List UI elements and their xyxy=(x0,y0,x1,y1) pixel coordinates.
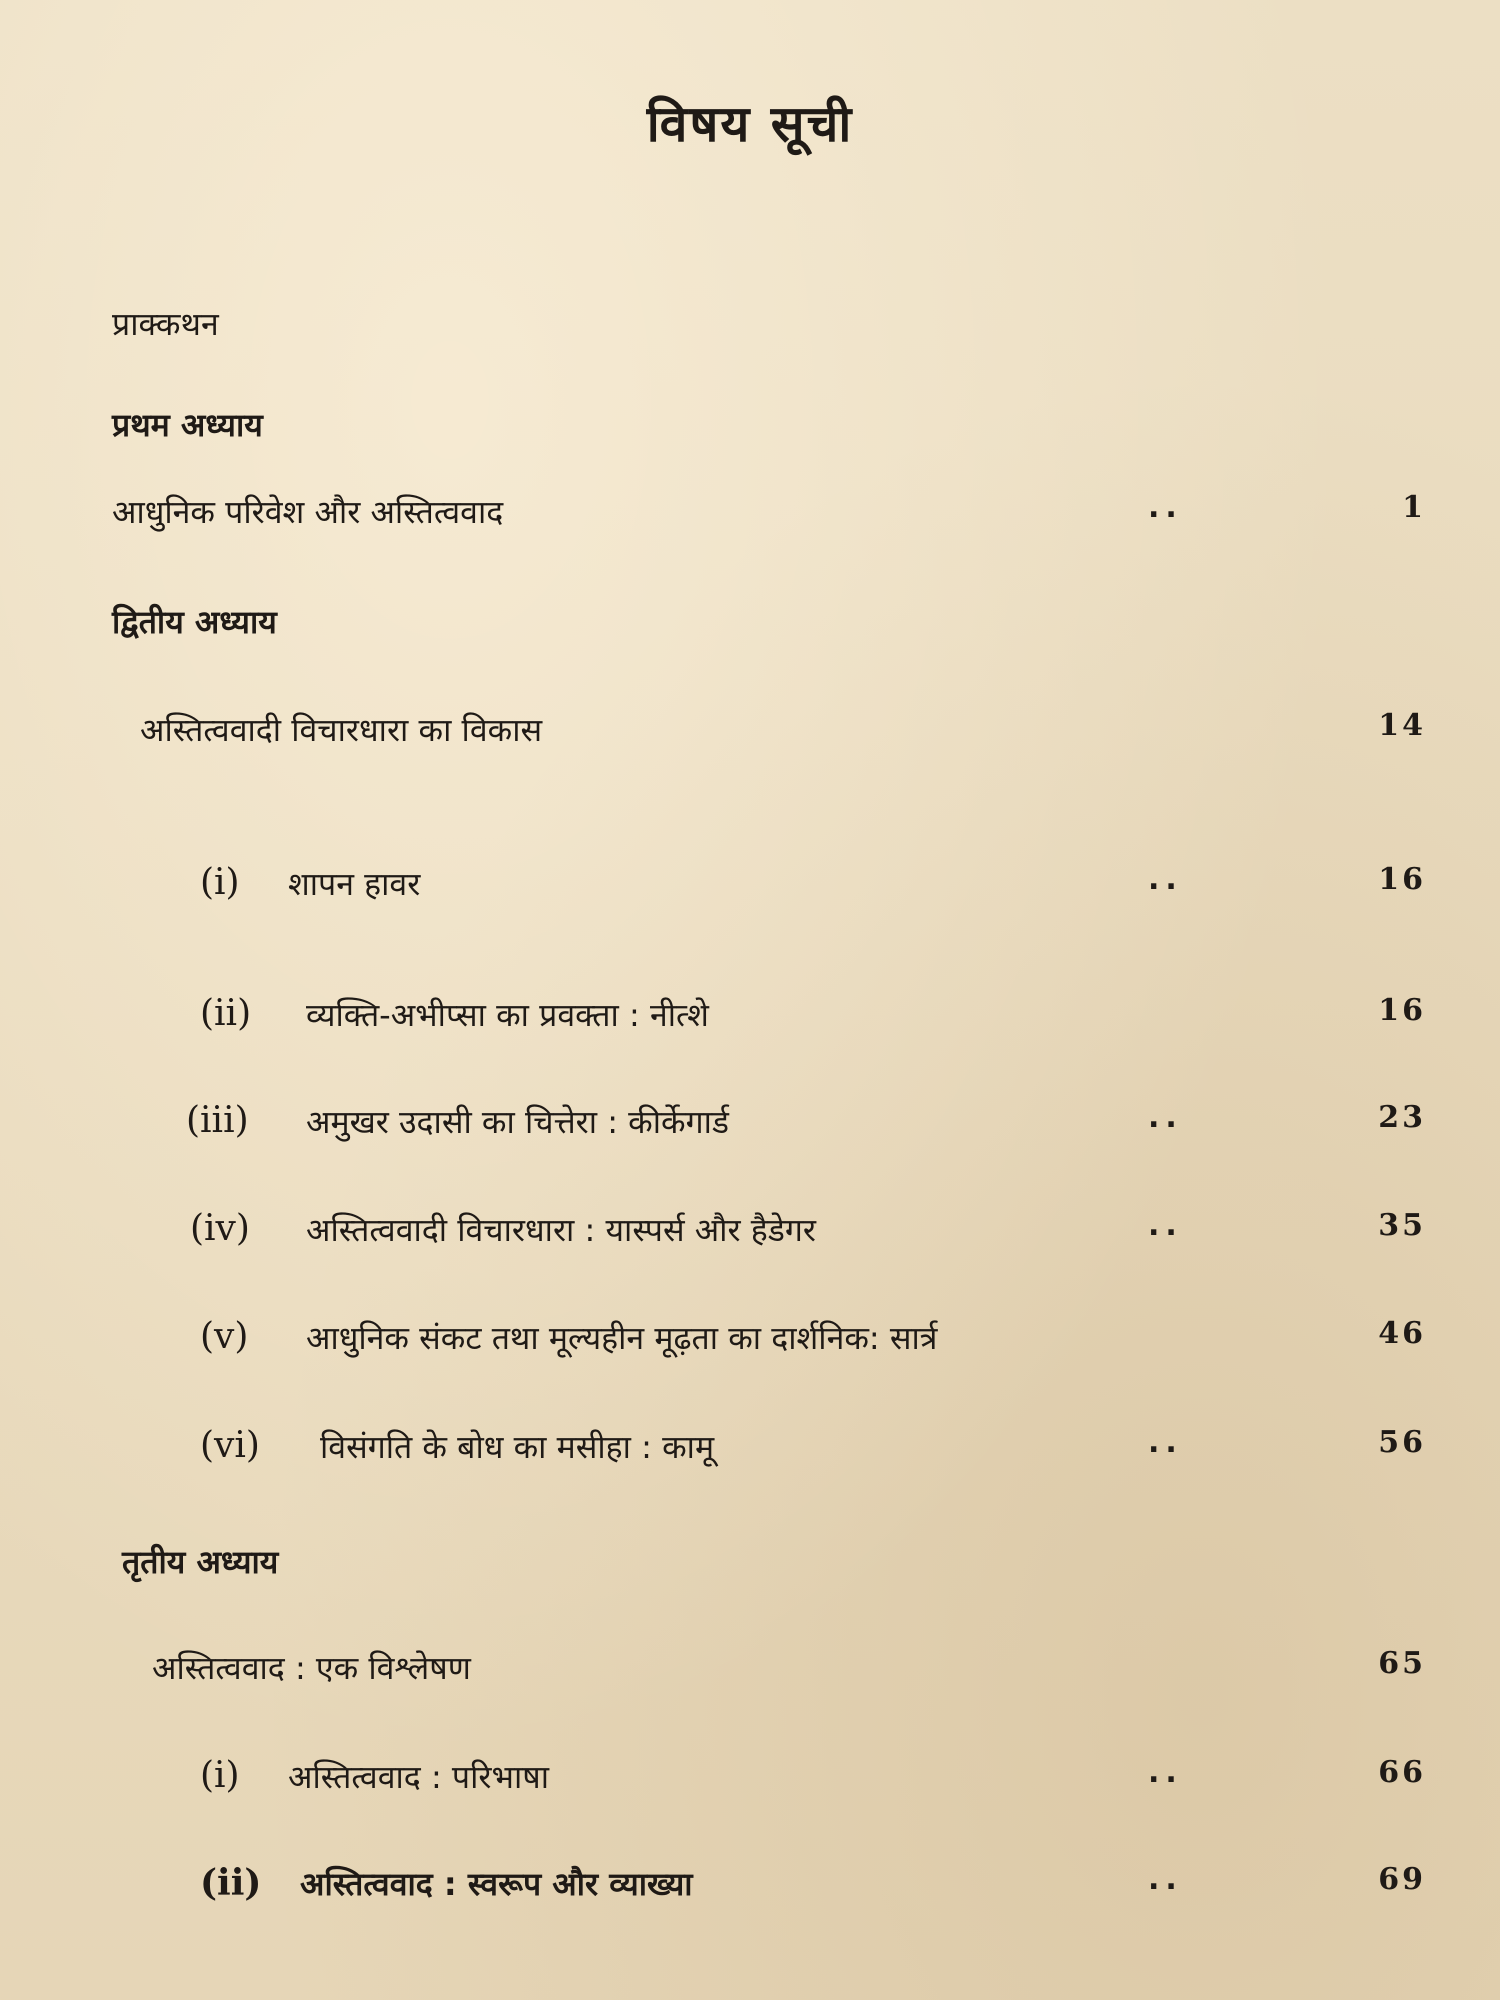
toc-entry-text: शापन हावर xyxy=(288,865,421,903)
toc-entry-page: 56 xyxy=(1378,1425,1426,1460)
toc-entry xyxy=(0,862,1500,916)
toc-entry-page: 14 xyxy=(1378,708,1426,743)
toc-entry xyxy=(0,1755,1500,1809)
toc-entry-text: आधुनिक संकट तथा मूल्यहीन मूढ़ता का दार्शनिक: सार्त्र xyxy=(306,1319,938,1357)
toc-entry xyxy=(0,993,1500,1047)
toc-entry xyxy=(0,1100,1500,1154)
toc-entry-text: आधुनिक परिवेश और अस्तित्ववाद xyxy=(112,493,504,531)
toc-entry xyxy=(0,1208,1500,1262)
toc-entry xyxy=(0,1316,1500,1370)
toc-entry-page: 23 xyxy=(1378,1100,1426,1135)
heading-dwitiya-adhyay: द्वितीय अध्याय xyxy=(112,603,277,641)
toc-entry-page: 66 xyxy=(1378,1755,1426,1790)
toc-entry-text: अस्तित्ववाद : परिभाषा xyxy=(288,1758,550,1796)
toc-entry-number: (iii) xyxy=(186,1100,249,1141)
toc-entry-dots: .. xyxy=(1148,1208,1183,1243)
toc-entry xyxy=(0,1425,1500,1479)
page-title: विषय सूची xyxy=(646,95,854,153)
toc-entry-number: (ii) xyxy=(200,1862,262,1904)
toc-entry-number: (iv) xyxy=(190,1208,250,1249)
heading-prakkathan: प्राक्कथन xyxy=(112,305,219,343)
toc-entry-page: 46 xyxy=(1378,1316,1426,1351)
toc-entry-number: (i) xyxy=(200,862,240,903)
toc-entry-dots: .. xyxy=(1148,1862,1183,1897)
toc-entry-dots: .. xyxy=(1148,1425,1183,1460)
toc-entry-page: 16 xyxy=(1378,993,1426,1028)
toc-entry-dots: .. xyxy=(1148,490,1183,525)
toc-entry-page: 1 xyxy=(1402,490,1426,525)
toc-entry-page: 69 xyxy=(1378,1862,1426,1897)
toc-entry-dots: .. xyxy=(1148,1100,1183,1135)
toc-entry-number: (i) xyxy=(200,1755,240,1796)
toc-entry-text: विसंगति के बोध का मसीहा : कामू xyxy=(320,1428,715,1466)
toc-entry-number: (ii) xyxy=(200,993,252,1034)
toc-entry-text: अस्तित्ववाद : स्वरूप और व्याख्या xyxy=(300,1865,693,1903)
toc-entry-page: 16 xyxy=(1378,862,1426,897)
toc-entry-dots: .. xyxy=(1148,1755,1183,1790)
toc-entry xyxy=(0,1646,1500,1700)
toc-entry-text: अस्तित्ववादी विचारधारा : यास्पर्स और हैडेगर xyxy=(306,1211,816,1249)
toc-entry-number: (vi) xyxy=(200,1425,260,1466)
toc-entry-text: अमुखर उदासी का चित्तेरा : कीर्केगार्ड xyxy=(306,1103,730,1141)
toc-entry-number: (v) xyxy=(200,1316,249,1357)
toc-entry-text: अस्तित्ववाद : एक विश्लेषण xyxy=(152,1649,471,1687)
toc-entry-text: अस्तित्ववादी विचारधारा का विकास xyxy=(140,711,543,749)
toc-entry xyxy=(0,490,1500,544)
toc-entry xyxy=(0,1862,1500,1916)
heading-tritiya-adhyay: तृतीय अध्याय xyxy=(122,1543,279,1581)
heading-pratham-adhyay: प्रथम अध्याय xyxy=(112,406,263,444)
toc-entry xyxy=(0,708,1500,762)
toc-entry-dots: .. xyxy=(1148,862,1183,897)
toc-entry-text: व्यक्ति-अभीप्सा का प्रवक्ता : नीत्शे xyxy=(306,996,709,1034)
toc-entry-page: 35 xyxy=(1378,1208,1426,1243)
toc-entry-page: 65 xyxy=(1378,1646,1426,1681)
